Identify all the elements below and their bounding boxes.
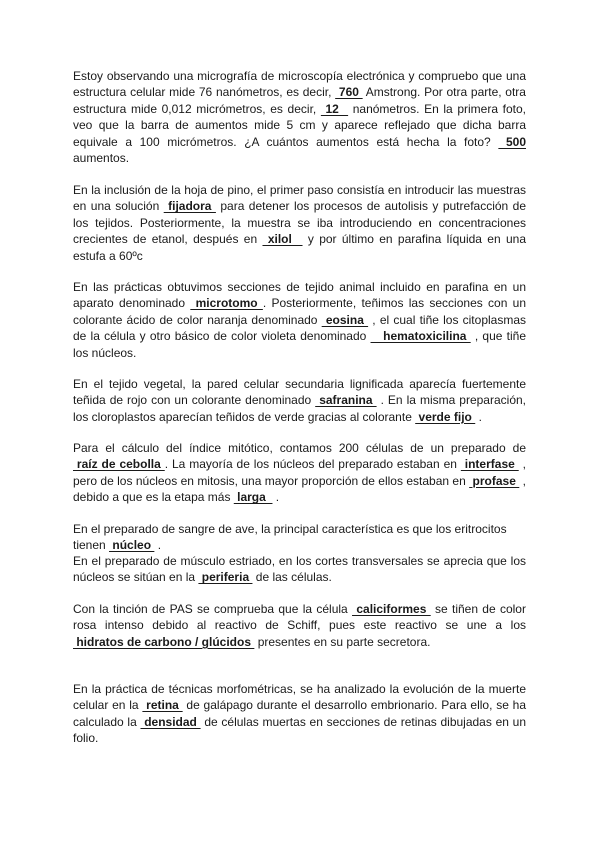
paragraph-morphometric-techniques [73, 681, 530, 747]
filled-answer: hidratos de carbono / glúcidos [73, 634, 255, 649]
filled-answer: interfase [460, 457, 519, 472]
paragraph-text: , que tiñe los núcleos. [73, 329, 530, 360]
paragraph-animal-tissue-staining [73, 279, 530, 361]
filled-answer: eosina [321, 312, 369, 327]
paragraph-text: se tiñen de color rosa intenso debido al reactivo de Schiff, pues este reactivo se une a los [73, 602, 530, 633]
paragraph-text: . En la misma preparación, los cloroplastos aparecían teñidos de verde gracias al colorante [73, 393, 530, 424]
paragraph-text: y por último en parafina líquida en una estufa a 60ºc [73, 232, 530, 263]
paragraph-text: Para el cálculo del índice mitótico, contamos 200 células de un preparado de [73, 441, 530, 455]
filled-answer: retina [142, 698, 183, 713]
paragraph-pine-leaf-inclusion [73, 182, 530, 264]
paragraph-text: nanómetros. En la primera foto, veo que la barra de aumentos mide 5 cm y aparece reflejado que dicha barra equivale a 100 micrómetros. ¿A cuántos aumentos está hecha la foto? [73, 101, 530, 149]
paragraph-text: de células muertas en secciones de retinas dibujadas en un folio. [73, 714, 530, 746]
filled-answer: 12 [320, 101, 349, 116]
paragraph-text: . [475, 409, 482, 424]
paragraph-text: . Posteriormente, teñimos las secciones con un colorante ácido de color naranja denominado [73, 296, 530, 327]
paragraph-text: En la práctica de técnicas morfométricas, se ha analizado la evolución de la muerte celular en la [73, 682, 530, 713]
filled-answer: profase [469, 473, 520, 488]
filled-answer: microtomo [190, 296, 263, 311]
paragraph-text: de galápago durante el desarrollo embrionario. Para ello, se ha calculado la [73, 698, 530, 729]
filled-answer: núcleo [109, 538, 155, 553]
paragraph-text: , el cual tiñe los citoplasmas de la célula y otro básico de color violeta denominado [73, 312, 530, 344]
paragraph-plant-tissue-staining [73, 376, 530, 425]
filled-answer: periferia [198, 570, 253, 585]
paragraph-text: , pero de los núcleos en mitosis, una mayor proporción de ellos estaban en [73, 457, 530, 488]
paragraph-text: de las células. [252, 570, 332, 585]
filled-answer: caliciformes [352, 602, 431, 616]
filled-answer: raíz de cebolla [73, 457, 165, 472]
filled-answer: hematoxicilina [370, 329, 471, 344]
paragraph-pas-staining [73, 601, 530, 650]
filled-answer: xilol [262, 232, 303, 247]
filled-answer: verde fijo [415, 409, 476, 424]
paragraph-text: En la inclusión de la hoja de pino, el primer paso consistía en introducir las muestras en una solución [73, 183, 530, 214]
paragraph-bird-blood [73, 521, 526, 554]
paragraph-text: Amstrong. Por otra parte, otra estructura mide 0,012 micrómetros, es decir, [73, 85, 530, 116]
paragraph-text: , debido a que es la etapa más [73, 473, 530, 505]
paragraph-text: presentes en su parte secretora. [254, 634, 431, 649]
filled-answer: 760 [335, 85, 363, 100]
paragraph-text: Con la tinción de PAS se comprueba que la célula [73, 602, 353, 616]
paragraph-text: Estoy observando una micrografía de microscopía electrónica y compruebo que una estructura celular mide 76 nanómetros, es decir, [73, 69, 530, 100]
filled-answer: densidad [140, 714, 201, 729]
paragraph-text: . La mayoría de los núcleos del preparado estaban en [164, 457, 461, 472]
filled-answer: 500 [498, 134, 526, 149]
filled-answer: larga [233, 490, 273, 505]
paragraph-text: En el preparado de músculo estriado, en los cortes transversales se aprecia que los núcleos se sitúan en la [73, 554, 530, 585]
paragraph-text: En las prácticas obtuvimos secciones de tejido animal incluido en parafina en un aparato denominado [73, 280, 530, 311]
filled-answer: safranina [315, 393, 377, 408]
paragraph-text: para detener los procesos de autolisis y putrefacción de los tejidos. Posteriormente, la muestra se iba introduciendo en concentraciones crecientes de etanol, después en [73, 199, 530, 247]
paragraph-text: . [272, 490, 280, 505]
filled-answer: fijadora [163, 199, 216, 214]
paragraph-striated-muscle [73, 553, 530, 586]
paragraph-mitotic-index [73, 440, 530, 506]
paragraph-text: aumentos. [73, 134, 530, 166]
paragraph-text: En el preparado de sangre de ave, la principal característica es que los eritrocitos tienen [73, 522, 510, 553]
paragraph-text: . [154, 538, 162, 553]
paragraph-microscopy-units [73, 68, 530, 166]
paragraph-text: En el tejido vegetal, la pared celular secundaria lignificada aparecía fuertemente teñida de rojo con un colorante denominado [73, 377, 530, 408]
